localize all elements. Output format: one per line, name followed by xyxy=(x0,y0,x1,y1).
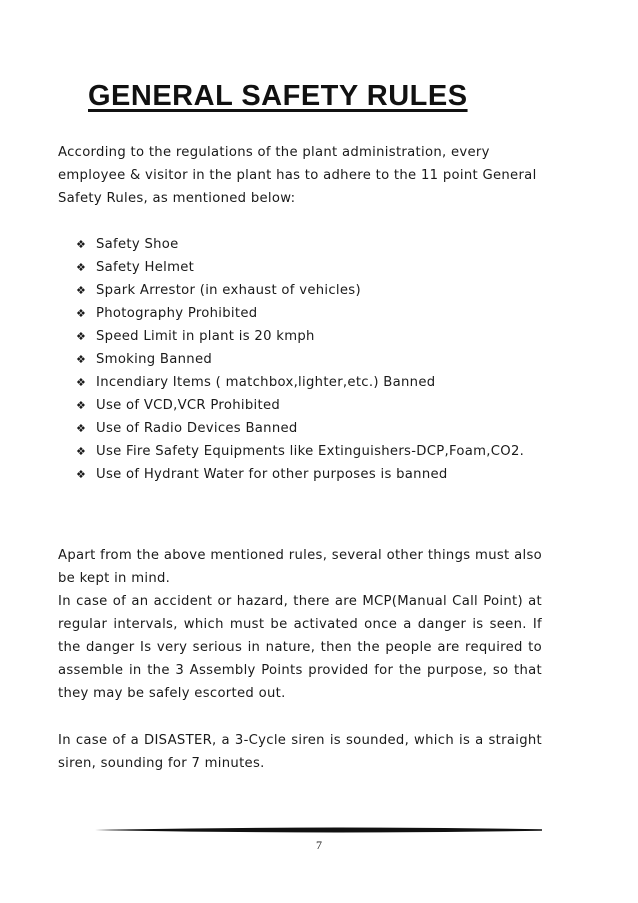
list-item xyxy=(76,371,546,394)
rule-text: Use of Hydrant Water for other purposes is banned xyxy=(96,467,448,482)
rule-text: Use of Radio Devices Banned xyxy=(96,421,298,436)
diamond-bullet-icon: ❖ xyxy=(76,330,87,343)
rule-text: Incendiary Items ( matchbox,lighter,etc.) Banned xyxy=(96,375,436,390)
diamond-bullet-icon: ❖ xyxy=(76,284,87,297)
list-item xyxy=(76,440,546,463)
accident-paragraph: In case of an accident or hazard, there are MCP(Manual Call Point) at regular intervals, which must be activated once a danger is seen. If the danger Is very serious in nature, then the people are required to assemble in the 3 Assembly Points provided for the purpose, so that they may be safely escorted out. xyxy=(58,594,542,701)
intro-paragraph: According to the regulations of the plant administration, every employee & visitor in the plant has to adhere to the 11 point General Safety Rules, as mentioned below: xyxy=(58,145,537,206)
diamond-bullet-icon: ❖ xyxy=(76,445,87,458)
page-title: GENERAL SAFETY RULES xyxy=(88,80,468,112)
rule-text: Photography Prohibited xyxy=(96,306,258,321)
page-number: 7 xyxy=(316,838,322,852)
rule-text: Smoking Banned xyxy=(96,352,213,367)
list-item xyxy=(76,325,546,348)
list-item xyxy=(76,417,546,440)
list-item xyxy=(76,302,546,325)
list-item xyxy=(76,256,546,279)
diamond-bullet-icon: ❖ xyxy=(76,307,87,320)
list-item xyxy=(76,233,546,256)
diamond-bullet-icon: ❖ xyxy=(76,353,87,366)
reminder-paragraph: Apart from the above mentioned rules, several other things must also be kept in mind. xyxy=(58,548,542,586)
diamond-bullet-icon: ❖ xyxy=(76,399,87,412)
rule-text: Spark Arrestor (in exhaust of vehicles) xyxy=(96,283,361,298)
diamond-bullet-icon: ❖ xyxy=(76,468,87,481)
list-item xyxy=(76,279,546,302)
rule-text: Safety Helmet xyxy=(96,260,195,275)
list-item xyxy=(76,463,546,486)
safety-rules-list xyxy=(76,233,546,486)
footer-divider xyxy=(95,826,542,834)
diamond-bullet-icon: ❖ xyxy=(76,422,87,435)
diamond-bullet-icon: ❖ xyxy=(76,238,87,251)
list-item xyxy=(76,348,546,371)
disaster-paragraph: In case of a DISASTER, a 3-Cycle siren is sounded, which is a straight siren, sounding for 7 minutes. xyxy=(58,733,542,771)
diamond-bullet-icon: ❖ xyxy=(76,261,87,274)
rule-text: Safety Shoe xyxy=(96,237,179,252)
diamond-bullet-icon: ❖ xyxy=(76,376,87,389)
rule-text: Speed Limit in plant is 20 kmph xyxy=(96,329,315,344)
rule-text: Use Fire Safety Equipments like Extinguishers-DCP,Foam,CO2. xyxy=(96,444,525,459)
rule-text: Use of VCD,VCR Prohibited xyxy=(96,398,281,413)
list-item xyxy=(76,394,546,417)
